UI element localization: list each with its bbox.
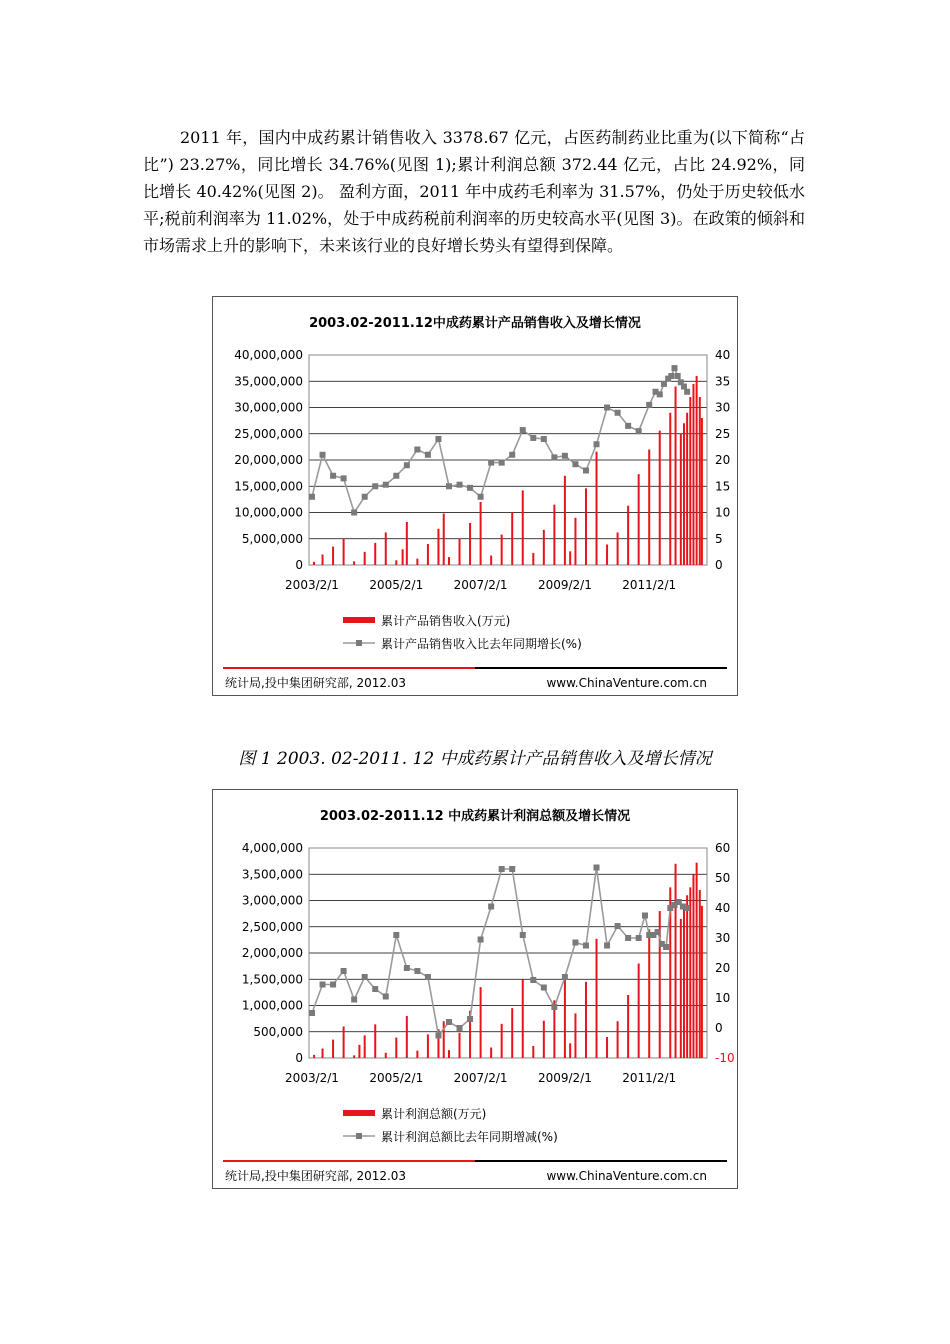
bar	[606, 545, 608, 565]
line-point	[467, 485, 473, 491]
bar	[683, 423, 685, 565]
bar	[532, 1046, 534, 1058]
bar	[395, 1038, 397, 1058]
line-point	[488, 460, 494, 466]
bar	[459, 1033, 461, 1058]
line-point	[636, 428, 642, 434]
bar	[469, 523, 471, 565]
bar	[322, 555, 324, 566]
figure-caption-1: 图 1 2003. 02-2011. 12 中成药累计产品销售收入及增长情况	[238, 749, 712, 769]
bar	[490, 556, 492, 565]
bar	[680, 919, 682, 1058]
bar	[427, 1034, 429, 1058]
y-right-tick-label: 5	[715, 531, 723, 546]
bar	[385, 1053, 387, 1058]
bar	[374, 543, 376, 565]
bar	[701, 418, 703, 565]
line-point	[583, 468, 589, 474]
bar	[437, 529, 439, 565]
legend-line-label: 累计产品销售收入比去年同期增长(%)	[381, 637, 582, 651]
line-point	[625, 935, 631, 941]
bar	[332, 1040, 334, 1058]
line-point	[435, 1033, 441, 1039]
bar	[416, 1051, 418, 1058]
y-left-tick-label: 25,000,000	[234, 426, 303, 441]
line-point	[488, 904, 494, 910]
line-point	[530, 435, 536, 441]
bar	[680, 434, 682, 565]
bar	[689, 887, 691, 1058]
y-left-tick-label: 2,000,000	[241, 946, 303, 960]
line-point	[362, 974, 368, 980]
y-right-tick-label: 10	[715, 505, 731, 520]
bar	[522, 490, 524, 565]
line-point	[684, 389, 690, 395]
y-right-tick-label: 30	[715, 400, 731, 415]
intro-paragraph	[143, 124, 805, 259]
line-point	[457, 1025, 463, 1031]
bar	[638, 474, 640, 565]
y-right-tick-label: -10	[715, 1051, 735, 1065]
line-point	[583, 943, 589, 949]
x-tick-label: 2011/2/1	[622, 1071, 677, 1085]
bar	[313, 1055, 315, 1058]
bar	[501, 535, 503, 565]
line-point	[341, 475, 347, 481]
bar	[617, 1021, 619, 1058]
line-point	[530, 977, 536, 983]
y-left-tick-label: 15,000,000	[234, 479, 303, 494]
bar	[564, 974, 566, 1058]
bar	[353, 1055, 355, 1058]
y-right-tick-label: 35	[715, 374, 731, 389]
x-tick-label: 2009/2/1	[537, 578, 592, 592]
line-point	[572, 940, 578, 946]
bar	[683, 906, 685, 1058]
website-note: www.ChinaVenture.com.cn	[546, 676, 707, 690]
line-point	[414, 968, 420, 974]
bar	[564, 476, 566, 565]
line-point	[551, 454, 557, 460]
bar	[313, 562, 315, 565]
y-left-tick-label: 5,000,000	[241, 531, 303, 546]
y-right-tick-label: 20	[715, 961, 731, 975]
bar	[374, 1024, 376, 1058]
bar	[585, 982, 587, 1058]
y-left-tick-label: 1,000,000	[241, 998, 303, 1013]
bar	[669, 413, 671, 565]
y-left-tick-label: 2,500,000	[241, 919, 303, 934]
x-tick-label: 2007/2/1	[453, 578, 508, 592]
x-tick-label: 2003/2/1	[285, 578, 339, 592]
bar	[627, 995, 629, 1058]
y-right-tick-label: 10	[715, 991, 731, 1005]
bar	[574, 518, 576, 565]
line-point	[594, 865, 600, 871]
bar	[617, 532, 619, 565]
line-point	[509, 866, 515, 872]
y-right-tick-label: 50	[715, 871, 731, 885]
bar	[480, 987, 482, 1058]
source-note: 统计局,投中集团研究部, 2012.03	[225, 1169, 407, 1183]
line-point	[372, 986, 378, 992]
bar	[402, 549, 404, 565]
line-point	[509, 452, 515, 458]
y-right-tick-label: 15	[715, 479, 731, 494]
legend-line-label: 累计利润总额比去年同期增减(%)	[381, 1130, 558, 1144]
line-point	[541, 985, 547, 991]
line-point	[615, 923, 621, 929]
line-point	[520, 427, 526, 433]
y-right-tick-label: 25	[715, 426, 731, 441]
legend-bar-label: 累计利润总额(万元)	[381, 1107, 487, 1121]
line-point	[661, 381, 667, 387]
bar	[692, 384, 694, 565]
series-line	[312, 368, 687, 512]
y-right-tick-label: 20	[715, 453, 731, 467]
line-point	[309, 494, 315, 500]
bar	[443, 514, 445, 565]
bar	[659, 431, 661, 565]
bar	[522, 979, 524, 1058]
line-point	[604, 943, 610, 949]
line-point	[668, 373, 674, 379]
line-point	[309, 1010, 315, 1016]
bar	[585, 488, 587, 565]
y-left-tick-label: 10,000,000	[234, 505, 303, 520]
bar	[543, 1021, 545, 1058]
bar	[686, 895, 688, 1058]
y-left-tick-label: 3,500,000	[241, 867, 303, 882]
x-tick-label: 2007/2/1	[453, 1071, 508, 1085]
line-point	[330, 982, 336, 988]
bar	[696, 376, 698, 565]
y-left-tick-label: 35,000,000	[234, 374, 303, 389]
y-right-tick-label: 0	[715, 558, 723, 572]
line-point	[615, 410, 621, 416]
y-right-tick-label: 0	[715, 1021, 723, 1035]
line-point	[604, 405, 610, 411]
y-left-tick-label: 0	[295, 1051, 303, 1065]
y-left-tick-label: 30,000,000	[234, 400, 303, 415]
line-point	[636, 935, 642, 941]
bar	[675, 387, 677, 566]
line-point	[351, 510, 357, 516]
bar	[627, 506, 629, 565]
line-point	[671, 365, 677, 371]
paragraph-text: 2011 年，国内中成药累计销售收入 3378.67 亿元，占医药制药业比重为(以下简称“占比”) 23.27%，同比增长 34.76%(见图 1);累计利润总额 372.44 亿元，占比 24.92%，同比增长 40.42%(见图 2)。 盈利方面，2011 年中成药毛利率为 31.57%，仍处于历史较低水平;税前利润率为 11.02%，处于中成药税前利润率的历史较高水平(见图 3)。在政策的倾斜和市场需求上升的影响下，未来该行业的良好增长势头有望得到保障。	[143, 128, 805, 255]
bar	[648, 450, 650, 566]
bar	[699, 890, 701, 1058]
line-point	[393, 473, 399, 479]
line-point	[499, 460, 505, 466]
bar	[385, 532, 387, 565]
y-right-tick-label: 40	[715, 348, 731, 362]
bar	[395, 560, 397, 565]
line-point	[657, 391, 663, 397]
line-point	[362, 494, 368, 500]
x-tick-label: 2011/2/1	[622, 578, 677, 592]
bar	[358, 1045, 360, 1058]
line-point	[499, 866, 505, 872]
bar	[511, 1008, 513, 1058]
bar	[553, 505, 555, 565]
bar	[427, 544, 429, 565]
y-left-tick-label: 3,000,000	[241, 893, 303, 908]
line-point	[625, 423, 631, 429]
y-right-tick-label: 30	[715, 931, 731, 945]
bar	[638, 964, 640, 1059]
chart-2	[213, 790, 737, 1188]
line-point	[425, 974, 431, 980]
bar	[543, 530, 545, 565]
bar	[480, 502, 482, 565]
line-point	[572, 461, 578, 467]
line-point	[330, 473, 336, 479]
y-right-tick-label: 60	[715, 841, 731, 855]
bar	[675, 864, 677, 1058]
line-point	[594, 441, 600, 447]
x-tick-label: 2009/2/1	[537, 1071, 592, 1085]
line-point	[446, 483, 452, 489]
bar	[648, 929, 650, 1058]
bar	[406, 522, 408, 565]
line-point	[425, 452, 431, 458]
bar	[501, 1024, 503, 1058]
line-point	[457, 482, 463, 488]
bar	[406, 1016, 408, 1058]
legend-bar-label: 累计产品销售收入(万元)	[381, 614, 511, 628]
bar	[692, 874, 694, 1058]
bar	[574, 1013, 576, 1058]
line-point	[520, 932, 526, 938]
y-left-tick-label: 0	[295, 558, 303, 572]
line-point	[320, 452, 326, 458]
bar	[490, 1048, 492, 1059]
chart-title: 2003.02-2011.12中成药累计产品销售收入及增长情况	[309, 316, 641, 331]
line-point	[341, 968, 347, 974]
bar	[511, 513, 513, 566]
line-point	[642, 913, 648, 919]
line-point	[435, 436, 441, 442]
legend-line-marker	[356, 640, 362, 646]
y-left-tick-label: 40,000,000	[234, 348, 303, 362]
bar	[699, 397, 701, 565]
line-point	[393, 932, 399, 938]
chart-2-panel	[212, 789, 738, 1189]
bar	[459, 539, 461, 565]
legend-bar-swatch	[343, 617, 375, 623]
x-tick-label: 2003/2/1	[285, 1071, 339, 1085]
series-line	[312, 868, 687, 1036]
line-point	[446, 1019, 452, 1025]
line-point	[663, 944, 669, 950]
chart-title: 2003.02-2011.12 中成药累计利润总额及增长情况	[319, 809, 631, 824]
y-left-tick-label: 1,500,000	[241, 972, 303, 987]
bar	[343, 1027, 345, 1059]
legend-bar-swatch	[343, 1110, 375, 1116]
line-point	[467, 1016, 473, 1022]
line-point	[684, 905, 690, 911]
x-tick-label: 2005/2/1	[369, 1071, 424, 1085]
line-point	[655, 929, 661, 935]
line-point	[414, 447, 420, 453]
line-point	[478, 937, 484, 943]
chart-1	[213, 297, 737, 695]
line-point	[681, 384, 687, 390]
bar	[448, 1050, 450, 1058]
bar	[596, 452, 598, 565]
bar	[448, 557, 450, 565]
bar	[606, 1037, 608, 1058]
line-point	[404, 462, 410, 468]
y-left-tick-label: 500,000	[253, 1024, 303, 1039]
x-tick-label: 2005/2/1	[369, 578, 424, 592]
bar	[686, 413, 688, 565]
bar	[596, 939, 598, 1058]
legend-line-marker	[356, 1133, 362, 1139]
line-point	[372, 483, 378, 489]
bar	[532, 553, 534, 565]
bar	[322, 1049, 324, 1058]
bar	[364, 1035, 366, 1058]
line-point	[320, 982, 326, 988]
chart-1-panel	[212, 296, 738, 696]
line-point	[562, 974, 568, 980]
bar	[416, 559, 418, 565]
line-point	[351, 997, 357, 1003]
bar	[569, 1043, 571, 1058]
bar	[353, 561, 355, 565]
y-right-tick-label: 40	[715, 901, 731, 915]
line-point	[383, 482, 389, 488]
bar	[343, 539, 345, 565]
line-point	[646, 402, 652, 408]
website-note: www.ChinaVenture.com.cn	[546, 1169, 707, 1183]
y-left-tick-label: 20,000,000	[234, 453, 303, 467]
bar	[569, 551, 571, 565]
line-point	[383, 994, 389, 1000]
source-note: 统计局,投中集团研究部, 2012.03	[225, 676, 407, 690]
bar	[332, 547, 334, 565]
bar	[364, 552, 366, 565]
line-point	[551, 1004, 557, 1010]
bar	[696, 863, 698, 1058]
line-point	[404, 965, 410, 971]
line-point	[541, 436, 547, 442]
y-left-tick-label: 4,000,000	[241, 841, 303, 855]
bar	[701, 906, 703, 1058]
line-point	[675, 373, 681, 379]
bar	[689, 397, 691, 565]
line-point	[478, 494, 484, 500]
line-point	[562, 453, 568, 459]
